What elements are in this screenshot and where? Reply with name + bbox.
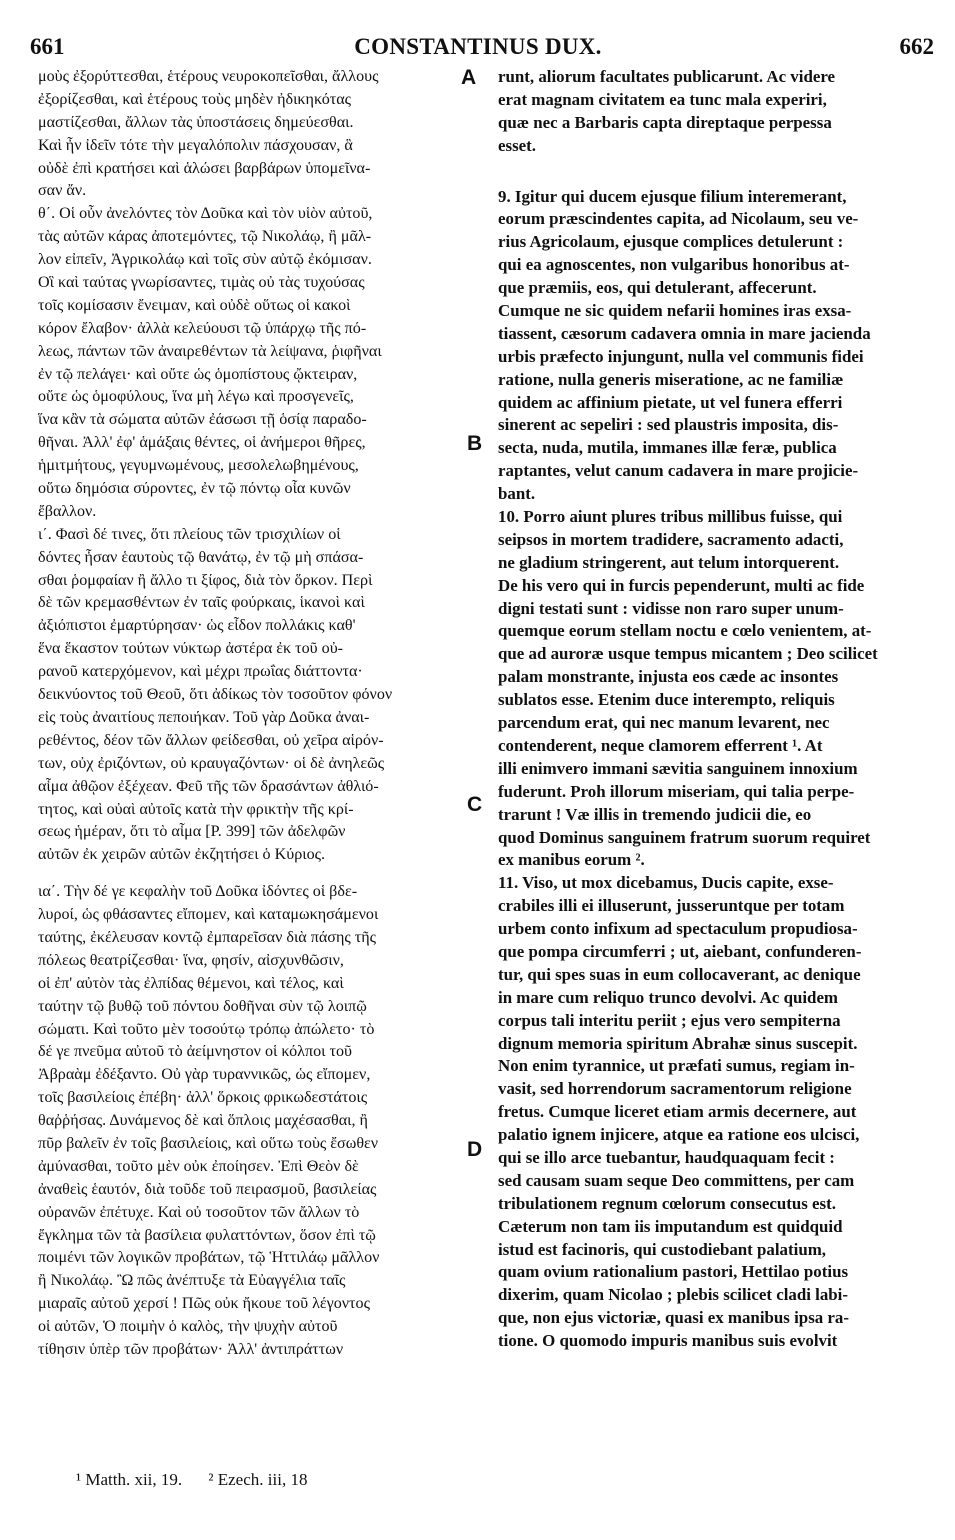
greek-text-line: οἱ ἐπ' αὐτὸν τὰς ἐλπίδας θέμενοι, καὶ τέλος, καὶ <box>38 974 344 992</box>
greek-text-line: σεως ἡμέραν, ὅτι τὸ αἷμα [P. 399] τῶν ἀδελφῶν <box>38 823 346 841</box>
greek-text-line: ι΄. Φασὶ δέ τινες, ὅτι πλείους τῶν τρισχιλίων οἱ <box>38 525 341 543</box>
latin-text-line: runt, aliorum facultates publicarunt. Ac videre <box>498 67 836 86</box>
greek-text-line: ποιμένι τῶν λογικῶν προβάτων, τῷ Ἡττιλάῳ μᾶλλον <box>38 1249 380 1267</box>
latin-text-line: eorum præscindentes capita, ad Nicolaum, seu ve- <box>498 209 859 229</box>
latin-text-line: sed causam suam seque Deo committens, per cam <box>498 1170 855 1190</box>
greek-text-line: δὲ τῶν κρεμασθέντων ἐν ταῖς φούρκαις, ἱκανοὶ καὶ <box>38 594 365 612</box>
greek-text-line: ια΄. Τὴν δέ γε κεφαλὴν τοῦ Δοῦκα ἰδόντες οἱ βδε- <box>38 883 358 901</box>
greek-text-line: ἵνα κἂν τὰ σώματα αὐτῶν ἐάσωσι τῇ ὁσίᾳ παραδο- <box>38 411 367 429</box>
latin-text-line: quidem ac affinium pietate, ut vel funera efferri <box>498 392 843 412</box>
greek-text-line: οὐρανῶν ἐπέτυχε. Καὶ οὐ τοσοῦτον τῶν ἄλλων τὸ <box>38 1203 360 1221</box>
latin-text-line: erat magnam civitatem ea tunc mala experiri, <box>498 89 827 109</box>
greek-text-line: ρεθέντος, δέον τῶν ἄλλων φείδεσθαι, οὐ χεῖρα αἱρόν- <box>38 731 384 749</box>
latin-text-line: 10. Porro aiunt plures tribus millibus fuisse, qui <box>498 507 843 527</box>
greek-text-line: αἷμα ἀθῷον ἐξέχεαν. Φεῦ τῆς τῶν δρασάντων ἀθλιό- <box>38 777 379 795</box>
latin-text-line: palatio ignem injicere, atque ea ratione eos ulcisci, <box>498 1125 860 1145</box>
greek-text-line: θῆναι. Ἀλλ' ἐφ' ἁμάξαις θέντες, οἱ ἀνήμεροι θῆρες, <box>38 434 366 452</box>
latin-text-line <box>498 172 922 186</box>
greek-text-line: ταύτης, ἐκέλευσαν κοντῷ ἐμπαρεῖσαν διὰ πάσης τῆς <box>38 928 377 946</box>
latin-text-line: ex manibus eorum ². <box>498 850 645 870</box>
latin-text-line: raptantes, velut canum cadavera in mare projicie- <box>498 461 859 481</box>
greek-text-line: ταύτην τῷ βυθῷ τοῦ πόντου δοθῆναι σὺν τῷ λοιπῷ <box>38 997 367 1015</box>
greek-text-line: οὕτω δημόσια σύροντες, ἐν τῷ πόντῳ οἷα κυνῶν <box>38 480 351 498</box>
latin-text-line: esset. <box>498 135 536 155</box>
latin-column <box>498 66 922 1353</box>
greek-text-line: οὔτε ὡς ὁμοφύλους, ἵνα μὴ λέγω καὶ προσγενεῖς, <box>38 388 354 406</box>
greek-column <box>38 66 476 1362</box>
latin-text-line: urbem conto infixum ad spectaculum propudiosa- <box>498 919 858 939</box>
latin-text-line: dignum memoria spiritum Abrahæ sinus suscepit. <box>498 1033 858 1053</box>
latin-text-line: tione. O quomodo impuris manibus suis evolvit <box>498 1331 838 1351</box>
greek-text-line: λεως, πάντων τῶν ἀναιρεθέντων τὰ λείψανα, ῥιφῆναι <box>38 342 382 360</box>
greek-text-line: ἕνα ἕκαστον τούτων νύκτωρ ἀστέρα ἐκ τοῦ οὐ- <box>38 640 344 658</box>
greek-text-line: τὰς αὐτῶν κάρας ἀποτεμόντες, τῷ Νικολάῳ, ἢ μᾶλ- <box>38 228 372 246</box>
latin-text-line: quæ nec a Barbaris capta direptaque perpessa <box>498 112 832 132</box>
latin-text-line: quemque eorum stellam noctu e cœlo venientem, at- <box>498 621 872 641</box>
greek-text-line: δεικνύοντος τοῦ Θεοῦ, ὅτι ἀδίκως τὸν τοσοῦτον φόνον <box>38 686 393 704</box>
latin-text-line: Non enim tyrannice, ut præfati sumus, regiam in- <box>498 1056 855 1076</box>
footnotes <box>76 1470 476 1490</box>
page-number-right: 662 <box>899 34 934 59</box>
greek-text-line: εἰς τοὺς ἀναιτίους πεποιήκαν. Τοῦ γὰρ Δοῦκα ἀναι- <box>38 708 370 726</box>
latin-text-line: ratione, nulla generis miseratione, ac ne familiæ <box>498 369 844 389</box>
running-title: CONSTANTINUS DUX. <box>354 34 602 59</box>
latin-text-line: qui se illo arce tuebantur, haudquaquam fecit : <box>498 1147 835 1167</box>
greek-text-line: οἱ αὐτῶν, Ὁ ποιμὴν ὁ καλὸς, τὴν ψυχὴν αὐτοῦ <box>38 1318 338 1336</box>
latin-text-line: qui ea agnoscentes, non vulgaribus honoribus at- <box>498 255 850 275</box>
greek-text-line: ἀμύνασθαι, τοῦτο μὲν οὐκ ἐποίησεν. Ἐπὶ Θεὸν δὲ <box>38 1157 359 1175</box>
latin-text-line: De his vero qui in furcis pependerunt, multi ac fide <box>498 575 865 595</box>
latin-text-line: dixerim, quam Nicolao ; plebis scilicet cladi labi- <box>498 1285 848 1305</box>
latin-text-line: que pompa circumferri ; ut, aiebant, confunderen- <box>498 941 862 961</box>
section-marker-b: B <box>467 432 483 455</box>
latin-text-line: palam monstrante, injusta eos cæde ac insontes <box>498 667 839 687</box>
greek-text-line: σθαι ῥομφαίαν ἢ ἄλλο τι ξίφος, διὰ τὸν ὅρκον. Περὶ <box>38 571 373 589</box>
latin-text-line <box>498 158 922 172</box>
latin-text-line: parcendum erat, qui nec manum levarent, nec <box>498 713 830 733</box>
greek-text-line: Ἀβραὰμ ἐδέξαντο. Οὐ γὰρ τυραννικῶς, ὡς εἴπομεν, <box>38 1066 371 1084</box>
greek-text-line: Οἳ καὶ ταύτας γνωρίσαντες, τιμὰς οὐ τὰς τυχούσας <box>38 274 365 292</box>
greek-text-line: ἐξορίζεσθαι, καὶ ἑτέρους τοὺς μηδὲν ἠδικηκότας <box>38 90 352 108</box>
page-number-left: 661 <box>30 34 65 59</box>
section-marker-d: D <box>467 1138 483 1161</box>
greek-text-line: πόλεως θεατρίζεσθαι· ἵνα, φησίν, αἰσχυνθῶσιν, <box>38 951 344 969</box>
greek-text-line: πῦρ βαλεῖν ἐν τοῖς βασιλείοις, καὶ οὕτω τοὺς ἔσωθεν <box>38 1134 379 1152</box>
greek-text-line: ἡμιτμήτους, γεγυμνωμένους, μεσολελωβημένους, <box>38 457 359 475</box>
greek-text-line: ἐν τῷ πελάγει· καὶ οὔτε ὡς ὁμοπίστους ᾤκτειραν, <box>38 365 358 383</box>
greek-text-line: μαστίζεσθαι, ἄλλων τὰς ὑποστάσεις δημεύεσθαι. <box>38 113 354 131</box>
greek-text-line: ἔγκλημα τῶν τὰ βασίλεια φυλαττόντων, ὅσον ἐπὶ τῷ <box>38 1226 376 1244</box>
latin-text-line: digni testati sunt : vidisse non raro super unum- <box>498 598 844 618</box>
latin-text-line: ne gladium stringerent, aut telum intorquerent. <box>498 552 840 572</box>
greek-text-line: τοῖς βασιλείοις ἐπέβη· ἀλλ' ὅρκοις φρικωδεστάτοις <box>38 1089 368 1107</box>
greek-text-line: θ΄. Οἱ οὖν ἀνελόντες τὸν Δοῦκα καὶ τὸν υἱὸν αὐτοῦ, <box>38 205 373 223</box>
latin-text-line: corpus tali interitu periit ; ejus vero sempiterna <box>498 1010 841 1030</box>
latin-text-line: que, non ejus victoriæ, quasi ex manibus ipsa ra- <box>498 1308 850 1328</box>
latin-text-line: urbis præfecto injungunt, nulla vel communis fidei <box>498 346 864 366</box>
page-header <box>22 34 934 64</box>
latin-text-line: bant. <box>498 484 536 504</box>
latin-text-line: sublatos esse. Etenim duce interempto, reliquis <box>498 690 835 710</box>
greek-text-line: ἀναθεὶς ἑαυτόν, διὰ τοῦδε τοῦ πειρασμοῦ, βασιλείας <box>38 1180 377 1198</box>
latin-text-line: que præmiis, eos, qui detulerant, affecerunt. <box>498 278 817 298</box>
greek-text-line: τοῖς κομίσασιν ἔνειμαν, καὶ οὐδὲ οὕτως οἱ κακοὶ <box>38 296 351 314</box>
latin-text-line: tribulationem regnum cœlorum consecutus est. <box>498 1193 836 1213</box>
greek-text-line: δέ γε πνεῦμα αὐτοῦ τὸ ἀείμνηστον οἱ κόλποι τοῦ <box>38 1043 352 1061</box>
latin-text-line: fretus. Cumque liceret etiam armis decernere, aut <box>498 1102 857 1122</box>
latin-text-line: rius Agricolaum, ejusque complices detulerunt : <box>498 232 844 252</box>
latin-text-line: trarunt ! Væ illis in tremendo judicii die, eo <box>498 804 812 824</box>
latin-text-line: tiassent, cæsorum cadavera omnia in mare jacienda <box>498 323 871 343</box>
latin-text-line: istud est facinoris, qui custodiebant palatium, <box>498 1239 827 1259</box>
latin-text-line: quam ovium rationalium pastori, Hettilao potius <box>498 1262 849 1282</box>
latin-text-line: contenderent, neque clamorem efferrent ¹. At <box>498 735 823 755</box>
greek-text-line: λον εἰπεῖν, Ἀγρικολάῳ καὶ τοῖς σὺν αὐτῷ ἐκόμισαν. <box>38 251 372 269</box>
latin-text-line: vasit, sed horrendorum sacramentorum religione <box>498 1079 852 1099</box>
greek-text-line: τίθησιν ὑπὲρ τῶν προβάτων· Ἀλλ' ἀντιπράττων <box>38 1340 344 1358</box>
greek-text-line: ἢ Νικολάῳ. Ὢ πῶς ἀνέπτυξε τὰ Εὐαγγέλια ταῖς <box>38 1272 346 1290</box>
greek-text-line: αὐτῶν ἐκ χειρῶν αὐτῶν ἐκζητήσει ὁ Κύριος. <box>38 846 326 864</box>
greek-text-line: ρανοῦ κατερχόμενον, καὶ μέχρι πρωΐας διάττοντα· <box>38 663 363 681</box>
greek-text-line: μοὺς ἐξορύττεσθαι, ἑτέρους νευροκοπεῖσθαι, ἄλλους <box>38 68 379 85</box>
greek-text-line: ἀξιόπιστοι ἐμαρτύρησαν· ὡς εἶδον πολλάκις καθ' <box>38 617 356 635</box>
greek-text-line: τητος, καὶ οὐαὶ αὐτοῖς κατὰ τὴν φρικτὴν τῆς κρί- <box>38 800 354 818</box>
greek-text-line <box>38 867 476 881</box>
latin-text-line: 11. Viso, ut mox dicebamus, Ducis capite, exse- <box>498 873 834 893</box>
footnote-1: ¹ Matth. xii, 19. <box>76 1470 183 1489</box>
latin-text-line: illi enimvero immani sævitia sanguinem innoxium <box>498 758 858 778</box>
greek-text-line: οὐδὲ ἐπὶ κρατήσει καὶ ἁλώσει βαρβάρων ὑπομεῖνα- <box>38 159 371 177</box>
latin-text-line: Cæterum non tam iis imputandum est quidquid <box>498 1216 843 1236</box>
greek-text-line: των, οὐχ ἐριζόντων, οὐ κραυγαζόντων· οἱ δὲ ἀνηλεῶς <box>38 754 385 772</box>
latin-text-line: sinerent ac sepeliri : sed plaustris imposita, dis- <box>498 415 839 435</box>
greek-text-line: σώματι. Καὶ τοῦτο μὲν τοσούτῳ τρόπῳ ἀπώλετο· τὸ <box>38 1020 375 1038</box>
latin-text-line: in mare cum reliquo trunco devolvi. Ac quidem <box>498 987 839 1007</box>
latin-text-line: 9. Igitur qui ducem ejusque filium interemerant, <box>498 186 847 206</box>
footnote-2: ² Ezech. iii, 18 <box>208 1470 308 1489</box>
latin-text-line: seipsos in mortem tradidere, sacramento adacti, <box>498 529 844 549</box>
latin-text-line: fuderunt. Proh illorum miseriam, qui talia perpe- <box>498 781 855 801</box>
greek-text-line: λυροί, ὡς φθάσαντες εἴπομεν, καὶ καταμωκησάμενοι <box>38 906 379 924</box>
greek-text-line: κόρον ἔλαβον· ἀλλὰ κελεύουσι τῷ ὑπάρχῳ τῆς πό- <box>38 319 367 337</box>
latin-text-line: secta, nuda, mutila, immanes illæ feræ, publica <box>498 438 837 458</box>
latin-text-line: quod Dominus sanguinem fratrum suorum requiret <box>498 827 871 847</box>
greek-text-line: ἔβαλλον. <box>38 502 97 520</box>
greek-text-line: Καὶ ἦν ἰδεῖν τότε τὴν μεγαλόπολιν πάσχουσαν, ἃ <box>38 136 353 154</box>
section-marker-c: C <box>467 793 483 816</box>
latin-text-line: tur, qui spes suas in eum collocaverant, ac denique <box>498 964 861 984</box>
greek-text-line: μιαραῖς αὐτοῦ χερσί ! Πῶς οὐκ ἤκουε τοῦ λέγοντος <box>38 1295 370 1313</box>
latin-text-line: Cumque ne sic quidem nefarii homines iras exsa- <box>498 301 852 321</box>
greek-text-line: δόντες ἦσαν ἑαυτοὺς τῷ θανάτῳ, ἐν τῷ μὴ σπάσα- <box>38 548 364 566</box>
greek-text-line: σαν ἄν. <box>38 182 87 200</box>
latin-text-line: crabiles illi ei illuserunt, jusseruntque per totam <box>498 896 845 916</box>
latin-text-line: que ad auroræ usque tempus micantem ; Deo scilicet <box>498 644 878 664</box>
section-marker-a: A <box>461 66 477 89</box>
greek-text-line: θαῤῥήσας. Δυνάμενος δὲ καὶ ὅπλοις μαχέσασθαι, ἢ <box>38 1112 368 1130</box>
